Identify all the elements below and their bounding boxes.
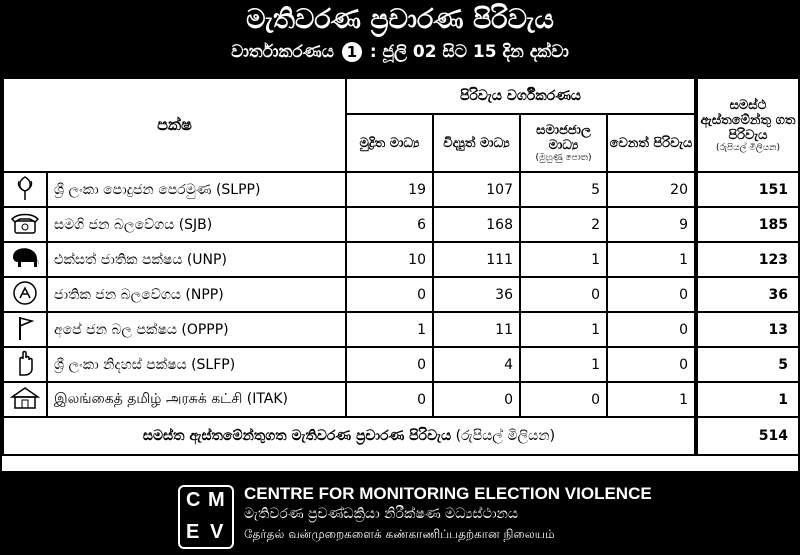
party-name: අපේ ජන බල පක්ෂය (OPPP) — [47, 312, 346, 347]
total-value: 123 — [696, 242, 799, 277]
total-column-header — [696, 78, 799, 172]
table-row — [3, 382, 799, 417]
social-media-value: 1 — [520, 312, 607, 347]
party-column-header: පක්ෂ — [3, 78, 346, 172]
grand-total-text: සමස්ත ඇස්තමේන්තුගත මැතිවරණ ප්‍රචාරණ පිරිවැය — [142, 428, 452, 444]
subtitle-suffix: : ජූලි 02 සිට 15 දින දක්වා — [369, 42, 569, 62]
total-value: 5 — [696, 347, 799, 382]
house-icon — [3, 382, 47, 417]
social-media-note: (මුහුණු පොත) — [535, 153, 592, 163]
electronic-media-value: 107 — [433, 172, 520, 207]
print-media-value: 10 — [346, 242, 433, 277]
compass-icon — [3, 277, 47, 312]
total-value: 13 — [696, 312, 799, 347]
other-cost-value: 0 — [607, 312, 696, 347]
print-media-value: 0 — [346, 277, 433, 312]
social-media-label: සමාජජාල මාධ්‍ය — [536, 123, 591, 153]
social-media-value: 0 — [520, 277, 607, 312]
grand-total-unit: (රුපියල් මිලියන) — [455, 428, 556, 444]
flower-icon — [3, 172, 47, 207]
other-cost-value: 0 — [607, 347, 696, 382]
electronic-media-value: 168 — [433, 207, 520, 242]
print-media-value: 0 — [346, 347, 433, 382]
social-media-value: 1 — [520, 347, 607, 382]
party-name: එක්සත් ජාතික පක්ෂය (UNP) — [47, 242, 346, 277]
party-name: இலங்கைத் தமிழ் அரசுக் கட்சி (ITAK) — [47, 382, 346, 417]
other-cost-value: 20 — [607, 172, 696, 207]
print-media-header: මුද්‍රිත මාධ්‍ය — [346, 114, 433, 172]
total-value: 151 — [696, 172, 799, 207]
table-row — [3, 312, 799, 347]
party-name: ජාතික ජන බලවේගය (NPP) — [47, 277, 346, 312]
subtitle-prefix: වාර්තාකරණය — [231, 42, 334, 62]
table-row — [3, 277, 799, 312]
electronic-media-value: 0 — [433, 382, 520, 417]
party-name: ශ්‍රී ලංකා නිදහස් පක්ෂය (SLFP) — [47, 347, 346, 382]
total-value: 185 — [696, 207, 799, 242]
print-media-value: 19 — [346, 172, 433, 207]
elephant-icon — [3, 242, 47, 277]
logo-letter: V — [210, 521, 224, 543]
org-name-tamil: தேர்தல் வன்முறைகளைக் கண்காணிப்பதற்கான நிலையம் — [244, 527, 555, 541]
print-media-value: 0 — [346, 382, 433, 417]
expense-table-container — [2, 77, 798, 471]
other-cost-value: 1 — [607, 382, 696, 417]
electronic-media-value: 4 — [433, 347, 520, 382]
electronic-media-header: විද්‍යුත් මාධ්‍ය — [433, 114, 520, 172]
logo-letter: E — [186, 521, 200, 543]
hand-icon — [3, 347, 47, 382]
page-subtitle — [0, 42, 800, 62]
logo-letter: C — [186, 489, 201, 511]
electronic-media-value: 36 — [433, 277, 520, 312]
social-media-value: 2 — [520, 207, 607, 242]
logo-letter: M — [208, 489, 225, 511]
table-row — [3, 207, 799, 242]
party-name: ශ්‍රී ලංකා පොදුජන පෙරමුණ (SLPP) — [47, 172, 346, 207]
org-name-sinhala: මැතිවරණ ප්‍රචණ්ඩක්‍රියා නිරීක්ෂණ මධ්‍යස්ථානය — [244, 506, 518, 522]
flag-icon — [3, 312, 47, 347]
other-cost-value: 9 — [607, 207, 696, 242]
telephone-icon — [3, 207, 47, 242]
social-media-value: 1 — [520, 242, 607, 277]
table-row — [3, 172, 799, 207]
table-row — [3, 242, 799, 277]
electronic-media-value: 111 — [433, 242, 520, 277]
total-header-unit: (රුපියල් මිලියන) — [716, 142, 780, 153]
report-number-badge: 1 — [342, 42, 362, 62]
expense-table — [2, 77, 800, 456]
table-row — [3, 347, 799, 382]
social-media-value: 0 — [520, 382, 607, 417]
other-cost-value: 0 — [607, 277, 696, 312]
other-cost-value: 1 — [607, 242, 696, 277]
electronic-media-value: 11 — [433, 312, 520, 347]
other-cost-header: වෙනත් පිරිවැය — [607, 114, 696, 172]
total-value: 36 — [696, 277, 799, 312]
category-header: පිරිවැය වර්ගීකරණය — [346, 78, 696, 114]
page-title: මැතිවරණ ප්‍රචාරණ පිරිවැය — [246, 4, 554, 35]
social-media-header — [520, 114, 607, 172]
social-media-value: 5 — [520, 172, 607, 207]
total-header-label: සමස්ථ ඇස්තමේන්තු ගත පිරිවැය — [700, 97, 796, 143]
print-media-value: 1 — [346, 312, 433, 347]
total-value: 1 — [696, 382, 799, 417]
cmev-logo — [178, 485, 234, 549]
grand-total-label — [3, 417, 696, 455]
grand-total-value: 514 — [696, 417, 799, 455]
print-media-value: 6 — [346, 207, 433, 242]
party-name: සමගි ජන බලවේගය (SJB) — [47, 207, 346, 242]
org-name-english: CENTRE FOR MONITORING ELECTION VIOLENCE — [244, 484, 652, 503]
header — [0, 0, 800, 76]
